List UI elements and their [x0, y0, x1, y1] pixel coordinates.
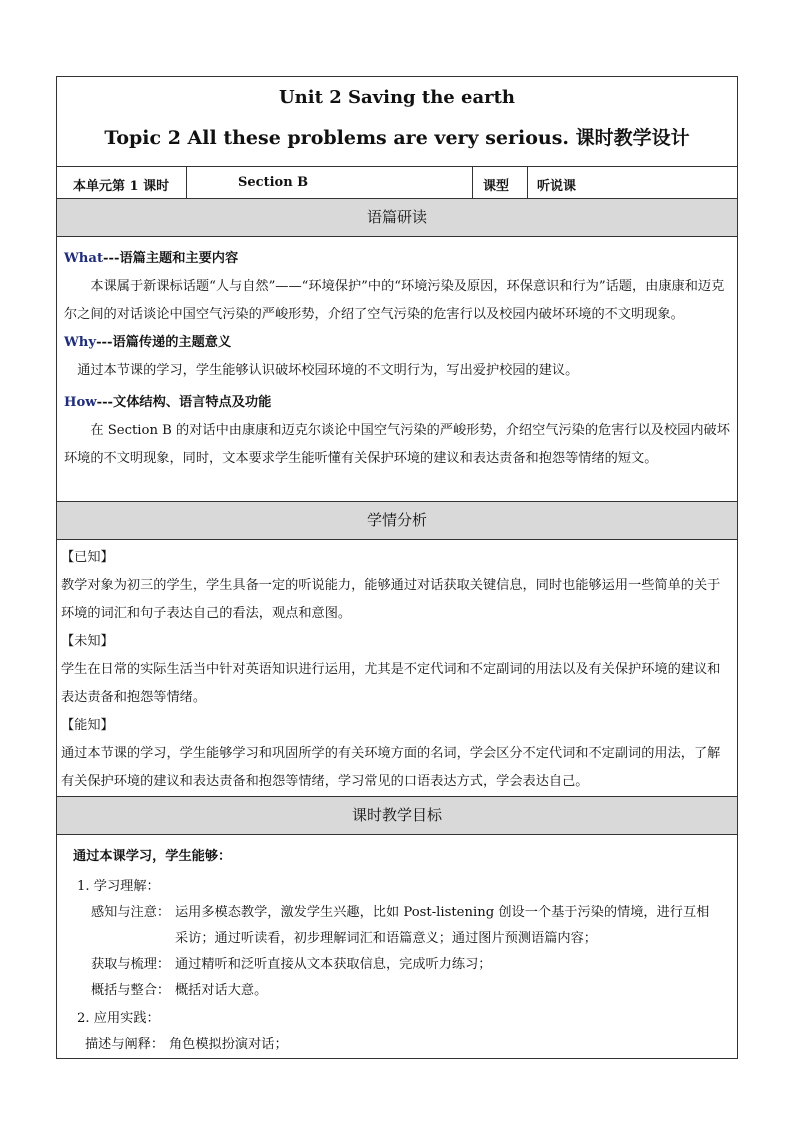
- title-row: [57, 77, 737, 166]
- unit-title: Unit 2 Saving the earth: [278, 87, 515, 108]
- objective-1b-label: 获取与梳理：: [91, 957, 171, 972]
- lesson-type-value: 听说课: [527, 167, 737, 198]
- objective-1: 1. 学习理解：: [77, 879, 160, 894]
- section-heading-learner-analysis-label: 学情分析: [366, 511, 427, 529]
- topic-title: Topic 2 All these problems are very serious. 课时教学设计: [104, 127, 690, 149]
- section-heading-text-analysis: [57, 198, 737, 236]
- learner-analysis-block: [61, 544, 731, 796]
- what-paragraph: 本课属于新课标话题“人与自然”——“环境保护”中的“环境污染及原因，环保意识和行为”话题，由康康和迈克尔之间的对话谈论中国空气污染的严峻形势，介绍了空气污染的危害行以及校园内破坏环境的不文明现象。: [64, 279, 725, 322]
- objective-1b-text: 通过精听和泛听直接从文本获取信息，完成听力练习；: [175, 957, 492, 972]
- objective-1c-text: 概括对话大意。: [175, 983, 268, 998]
- objectives-content: [57, 834, 737, 1058]
- able-label: 【能知】: [61, 718, 114, 733]
- info-row: [57, 166, 737, 198]
- text-analysis-block: [64, 245, 731, 473]
- objective-2a-label: 描述与阐释：: [85, 1037, 165, 1052]
- objective-2: 2. 应用实践：: [77, 1011, 160, 1026]
- section-heading-text-analysis-label: 语篇研读: [366, 208, 427, 226]
- learner-analysis-content: [57, 539, 737, 796]
- objective-2a-text: 角色模拟扮演对话；: [169, 1037, 288, 1052]
- section-name: Section B: [186, 167, 472, 198]
- objective-1a-label: 感知与注意：: [91, 905, 171, 920]
- objective-1a-line2: 采访；通过听读看，初步理解词汇和语篇意义；通过图片预测语篇内容；: [175, 931, 597, 946]
- text-analysis-content: [57, 236, 737, 501]
- section-heading-learner-analysis: [57, 501, 737, 539]
- lesson-plan-table: [56, 76, 738, 1059]
- objective-1c-label: 概括与整合：: [91, 983, 171, 998]
- objectives-intro: 通过本课学习，学生能够：: [73, 849, 232, 864]
- why-heading: Why---语篇传递的主题意义: [64, 335, 232, 350]
- how-heading: How---文体结构、语言特点及功能: [64, 395, 272, 410]
- what-heading: What---语篇主题和主要内容: [64, 251, 239, 266]
- why-paragraph: 通过本节课的学习，学生能够认识破坏校园环境的不文明行为，写出爱护校园的建议。: [77, 363, 579, 378]
- lesson-number: 本单元第 1 课时: [73, 179, 170, 194]
- known-label: 【已知】: [61, 550, 114, 565]
- how-paragraph: 在 Section B 的对话中由康康和迈克尔谈论中国空气污染的严峻形势，介绍空气污染的危害行以及校园内破坏环境的不文明现象，同时，文本要求学生能听懂有关保护环境的建议和表达责备和抱怨等情绪的短文。: [64, 423, 730, 466]
- lesson-type-label: 课型: [472, 167, 527, 198]
- unknown-paragraph: 学生在日常的实际生活当中针对英语知识进行运用，尤其是不定代词和不定副词的用法以及有关保护环境的建议和表达责备和抱怨等情绪。: [61, 662, 721, 705]
- objective-1a-line1: 运用多模态教学，激发学生兴趣，比如 Post-listening 创设一个基于污染的情境，进行互相: [175, 905, 710, 920]
- unknown-label: 【未知】: [61, 634, 114, 649]
- known-paragraph: 教学对象为初三的学生，学生具备一定的听说能力，能够通过对话获取关键信息，同时也能够运用一些简单的关于环境的词汇和句子表达自己的看法，观点和意图。: [61, 578, 721, 621]
- section-heading-objectives: [57, 796, 737, 834]
- section-heading-objectives-label: 课时教学目标: [351, 806, 442, 824]
- able-paragraph: 通过本节课的学习，学生能够学习和巩固所学的有关环境方面的名词，学会区分不定代词和不定副词的用法，了解有关保护环境的建议和表达责备和抱怨等情绪，学习常见的口语表达方式，学会表达自己。: [61, 746, 721, 789]
